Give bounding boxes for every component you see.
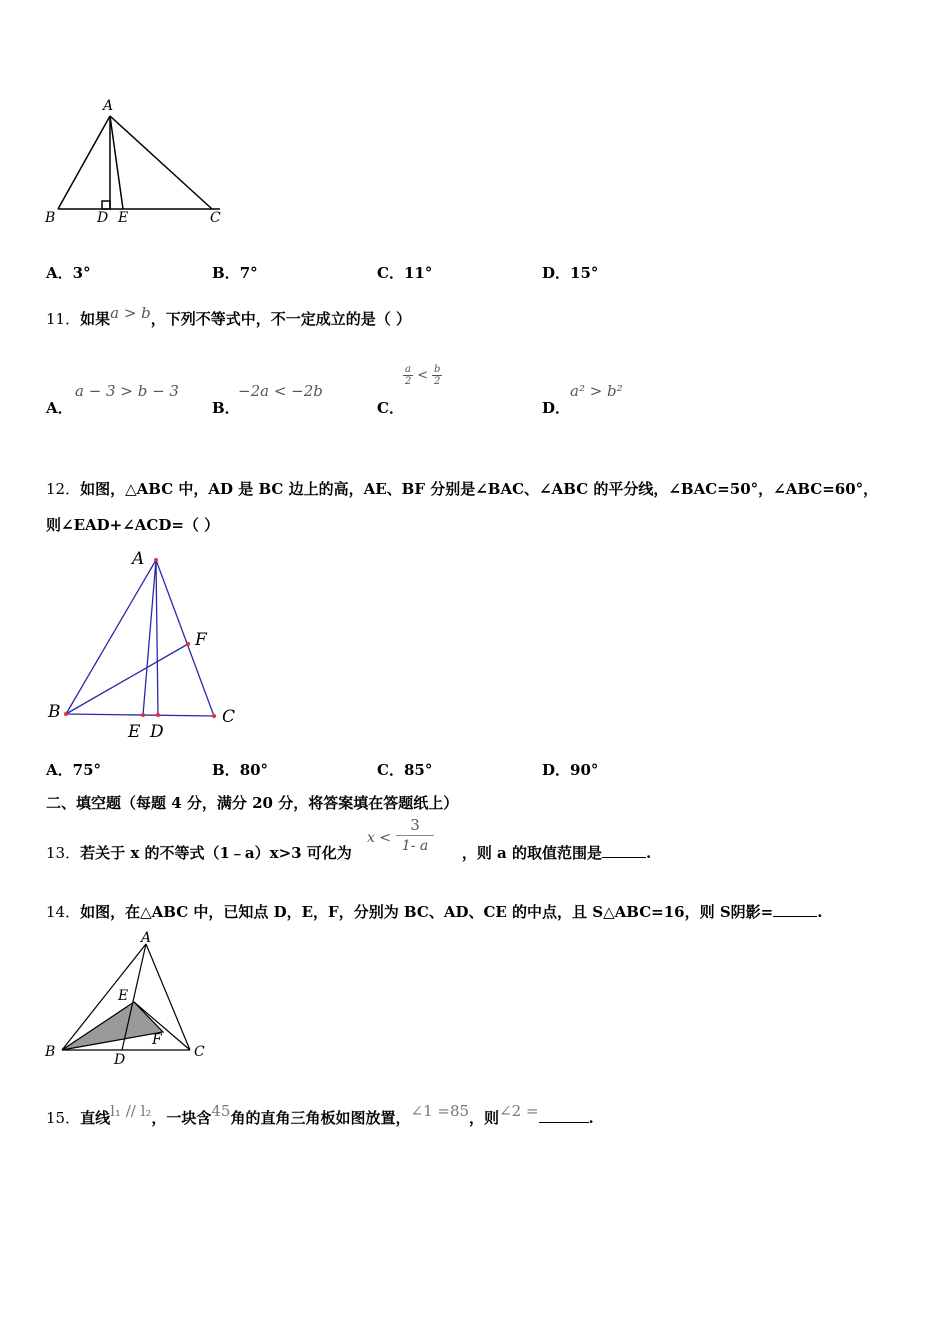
q12-label-F: F [195,630,207,650]
q12-label-D: D [150,722,164,742]
q12-option-c[interactable]: C．85° [377,761,433,779]
q12-label-B: B [48,702,61,722]
q11-stem: 11．如果a > b，下列不等式中，不一定成立的是（ ） [46,304,411,328]
q12-option-b[interactable]: B．80° [212,761,269,779]
q11-option-d-math: a² > b² [570,382,623,400]
q12-stem-line2: 则∠EAD+∠ACD=（ ） [46,516,220,534]
q13-stem: 13．若关于 x 的不等式（1﹣a）x>3 可化为 ，则 a 的取值范围是 . [46,844,652,862]
q12-triangle-figure [40,545,250,745]
q14-label-E: E [118,988,129,1004]
q10-label-C: C [210,210,221,226]
q10-label-B: B [45,210,56,226]
q11-option-b-math: −2a < −2b [238,382,323,400]
q14-label-A: A [141,930,152,946]
q11-option-d[interactable]: D． [542,399,571,417]
q14-stem: 14．如图，在△ABC 中，已知点 D，E，F，分别为 BC、AD、CE 的中点，且 S△ABC=16，则 S阴影= . [46,903,823,921]
q12-label-A: A [132,549,145,569]
q12-option-d[interactable]: D．90° [542,761,599,779]
q11-option-b[interactable]: B． [212,399,240,417]
q12-label-E: E [128,722,141,742]
q10-label-D: D [97,210,109,226]
q13-answer-blank[interactable] [602,843,646,858]
q10-triangle-figure [40,92,240,232]
q10-label-A: A [103,98,114,114]
q15-stem: 15．直线l₁ // l₂，一块含45角的直角三角板如图放置，∠1 =85，则∠2 = . [46,1102,594,1127]
q14-label-D: D [114,1052,126,1068]
q14-label-F: F [152,1032,162,1048]
q12-stem-line1: 12．如图，△ABC 中，AD 是 BC 边上的高，AE、BF 分别是∠BAC、∠ABC 的平分线，∠BAC=50°，∠ABC=60°， [46,480,879,498]
q14-answer-blank[interactable] [773,902,817,917]
q13-fraction: 3 1- a [396,816,434,854]
q11-option-c[interactable]: C． [377,399,404,417]
q14-label-C: C [194,1044,205,1060]
section-fill-in-heading: 二、填空题（每题 4 分，满分 20 分，将答案填在答题纸上） [46,794,459,812]
q10-option-b[interactable]: B．7° [212,264,258,282]
q15-answer-blank[interactable] [539,1108,589,1123]
q10-option-d[interactable]: D．15° [542,264,599,282]
q14-label-B: B [45,1044,56,1060]
q10-option-c[interactable]: C．11° [377,264,433,282]
q11-option-a[interactable]: A． [46,399,73,417]
q12-label-C: C [222,707,236,727]
q11-option-c-math: $\frac{a}{2}$ < $\frac{b}{2}$ [404,364,441,387]
q10-label-E: E [118,210,129,226]
q14-triangle-figure [40,928,215,1068]
q12-option-a[interactable]: A．75° [46,761,102,779]
q13-lhs: x < [367,830,392,846]
q10-option-a[interactable]: A．3° [46,264,91,282]
q11-option-a-math: a − 3 > b − 3 [75,382,179,400]
